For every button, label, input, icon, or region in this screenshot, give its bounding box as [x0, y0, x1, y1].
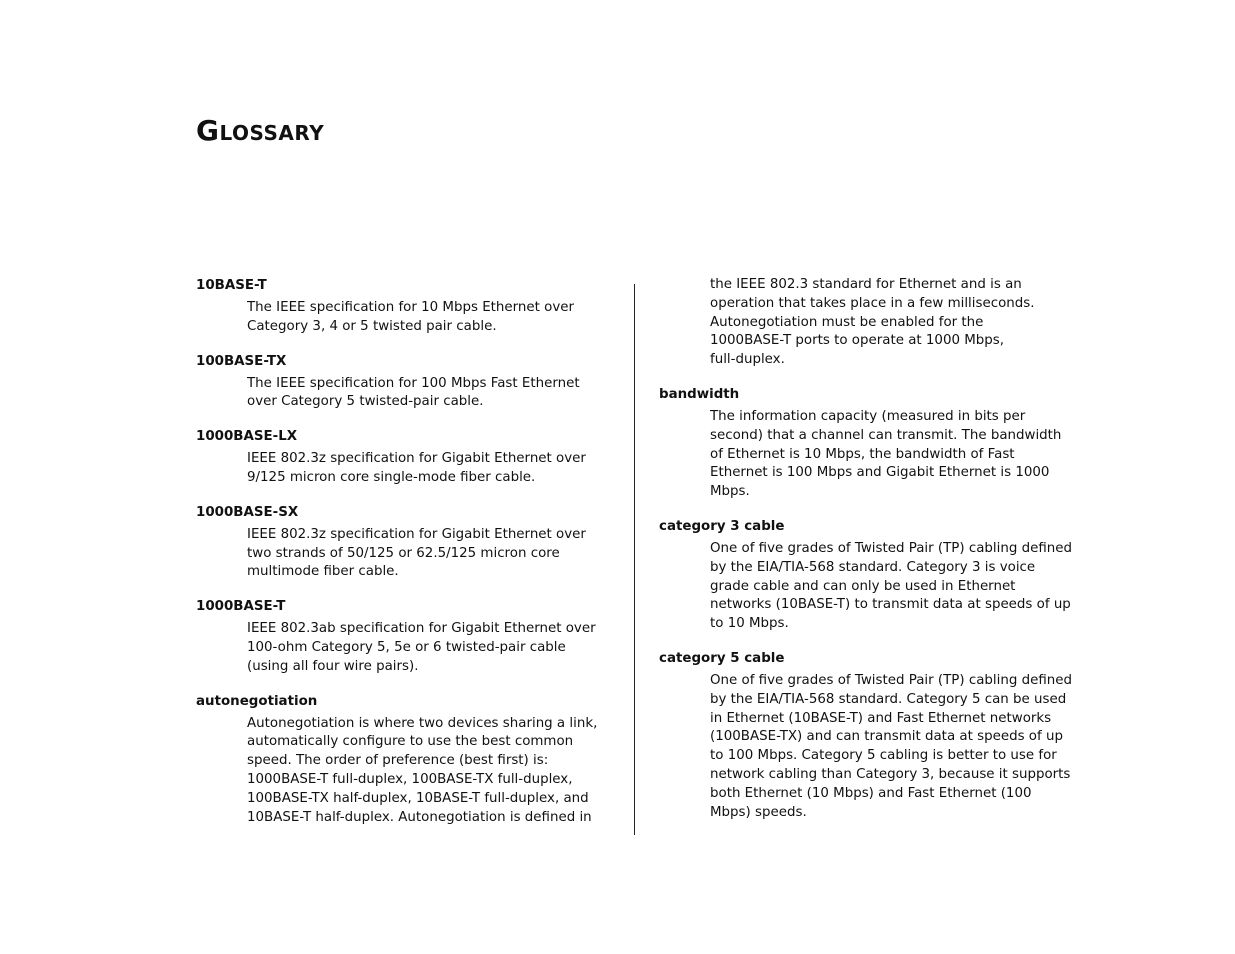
- definition-line: networks (10BASE-T) to transmit data at speeds of up: [710, 597, 1071, 613]
- glossary-entry: [659, 517, 1073, 634]
- definition-line: 100-ohm Category 5, 5e or 6 twisted-pair cable: [247, 639, 566, 655]
- definition-line: by the EIA/TIA-568 standard. Category 3 is voice: [710, 559, 1036, 575]
- definition-line: both Ethernet (10 Mbps) and Fast Ethernet (100: [710, 785, 1032, 801]
- definition-line: to 100 Mbps. Category 5 cabling is better to use for: [710, 748, 1057, 764]
- glossary-entry: [196, 276, 601, 337]
- definition-line: 9/125 micron core single-mode fiber cable.: [247, 469, 536, 485]
- definition-line: Category 3, 4 or 5 twisted pair cable.: [247, 318, 497, 334]
- definition-line: (using all four wire pairs).: [247, 658, 419, 674]
- glossary-term: 1000BASE-SX: [196, 504, 299, 520]
- glossary-definition: [710, 540, 1073, 634]
- left-column: [196, 276, 601, 842]
- glossary-definition: [710, 408, 1069, 502]
- definition-line: Autonegotiation is where two devices sharing a link,: [247, 715, 598, 731]
- definition-line: The IEEE specification for 10 Mbps Ethernet over: [247, 300, 575, 315]
- definition-line: to 10 Mbps.: [710, 616, 789, 632]
- glossary-term: category 5 cable: [659, 650, 785, 666]
- definition-line: The IEEE specification for 100 Mbps Fast Ethernet: [247, 375, 580, 391]
- glossary-definition: [247, 526, 601, 582]
- definition-line: by the EIA/TIA-568 standard. Category 5 can be used: [710, 691, 1067, 707]
- definition-line: the IEEE 802.3 standard for Ethernet and is an: [710, 277, 1022, 292]
- glossary-definition: [247, 299, 601, 337]
- definition-line: full-duplex.: [710, 352, 785, 368]
- glossary-term: category 3 cable: [659, 518, 785, 534]
- definition-line: 1000BASE-T ports to operate at 1000 Mbps,: [710, 333, 1005, 349]
- definition-line: Mbps) speeds.: [710, 804, 807, 820]
- definition-line: 10BASE-T half-duplex. Autonegotiation is defined in: [247, 809, 592, 825]
- definition-line: operation that takes place in a few milliseconds.: [710, 295, 1035, 311]
- glossary-entry: [659, 649, 1073, 822]
- definition-line: speed. The order of preference (best first) is:: [247, 753, 549, 769]
- definition-line: The information capacity (measured in bits per: [710, 408, 1026, 424]
- definition-line: 1000BASE-T full-duplex, 100BASE-TX full-duplex,: [247, 771, 573, 787]
- definition-line: IEEE 802.3z specification for Gigabit Ethernet over: [247, 451, 586, 467]
- definition-line: of Ethernet is 10 Mbps, the bandwidth of Fast: [710, 446, 1015, 462]
- definition-line: (100BASE-TX) and can transmit data at speeds of up: [710, 729, 1063, 745]
- glossary-term: autonegotiation: [196, 693, 318, 709]
- glossary-definition: [247, 375, 601, 413]
- glossary-term: 1000BASE-LX: [196, 429, 298, 445]
- definition-line: network cabling than Category 3, because it supports: [710, 766, 1071, 782]
- definition-line: One of five grades of Twisted Pair (TP) cabling defined: [710, 672, 1073, 688]
- definition-line: Ethernet is 100 Mbps and Gigabit Ethernet is 1000: [710, 465, 1050, 481]
- definition-line: second) that a channel can transmit. The bandwidth: [710, 427, 1062, 443]
- column-divider: [634, 284, 635, 835]
- glossary-definition: [247, 620, 601, 676]
- glossary-term: 1000BASE-T: [196, 599, 286, 615]
- definition-line: automatically configure to use the best common: [247, 734, 574, 750]
- definition-line: in Ethernet (10BASE-T) and Fast Ethernet networks: [710, 710, 1052, 726]
- definition-line: IEEE 802.3ab specification for Gigabit Ethernet over: [247, 621, 596, 637]
- definition-line: over Category 5 twisted-pair cable.: [247, 394, 484, 410]
- glossary-definition: [247, 715, 601, 828]
- definition-line: IEEE 802.3z specification for Gigabit Ethernet over: [247, 526, 586, 542]
- glossary-entry: [659, 385, 1069, 502]
- definition-line: 100BASE-TX half-duplex, 10BASE-T full-duplex, and: [247, 790, 589, 806]
- glossary-entry: [196, 692, 601, 828]
- definition-line: multimode fiber cable.: [247, 564, 399, 580]
- glossary-entry: [196, 352, 601, 413]
- glossary-term: 10BASE-T: [196, 278, 267, 293]
- glossary-entry: [196, 597, 601, 676]
- glossary-term: bandwidth: [659, 386, 740, 402]
- right-column: [659, 276, 1073, 837]
- definition-line: Mbps.: [710, 484, 750, 500]
- definition-line: grade cable and can only be used in Ethernet: [710, 578, 1016, 594]
- glossary-definition: [247, 450, 601, 488]
- glossary-definition: [710, 672, 1073, 822]
- definition-line: two strands of 50/125 or 62.5/125 micron core: [247, 545, 560, 561]
- glossary-entry: [196, 503, 601, 582]
- glossary-entry: [196, 427, 601, 488]
- glossary-term: 100BASE-TX: [196, 353, 287, 369]
- definition-line: Autonegotiation must be enabled for the: [710, 314, 984, 330]
- continued-definition: [710, 276, 1069, 370]
- page-title: Glossary: [196, 114, 325, 147]
- definition-line: One of five grades of Twisted Pair (TP) cabling defined: [710, 540, 1073, 556]
